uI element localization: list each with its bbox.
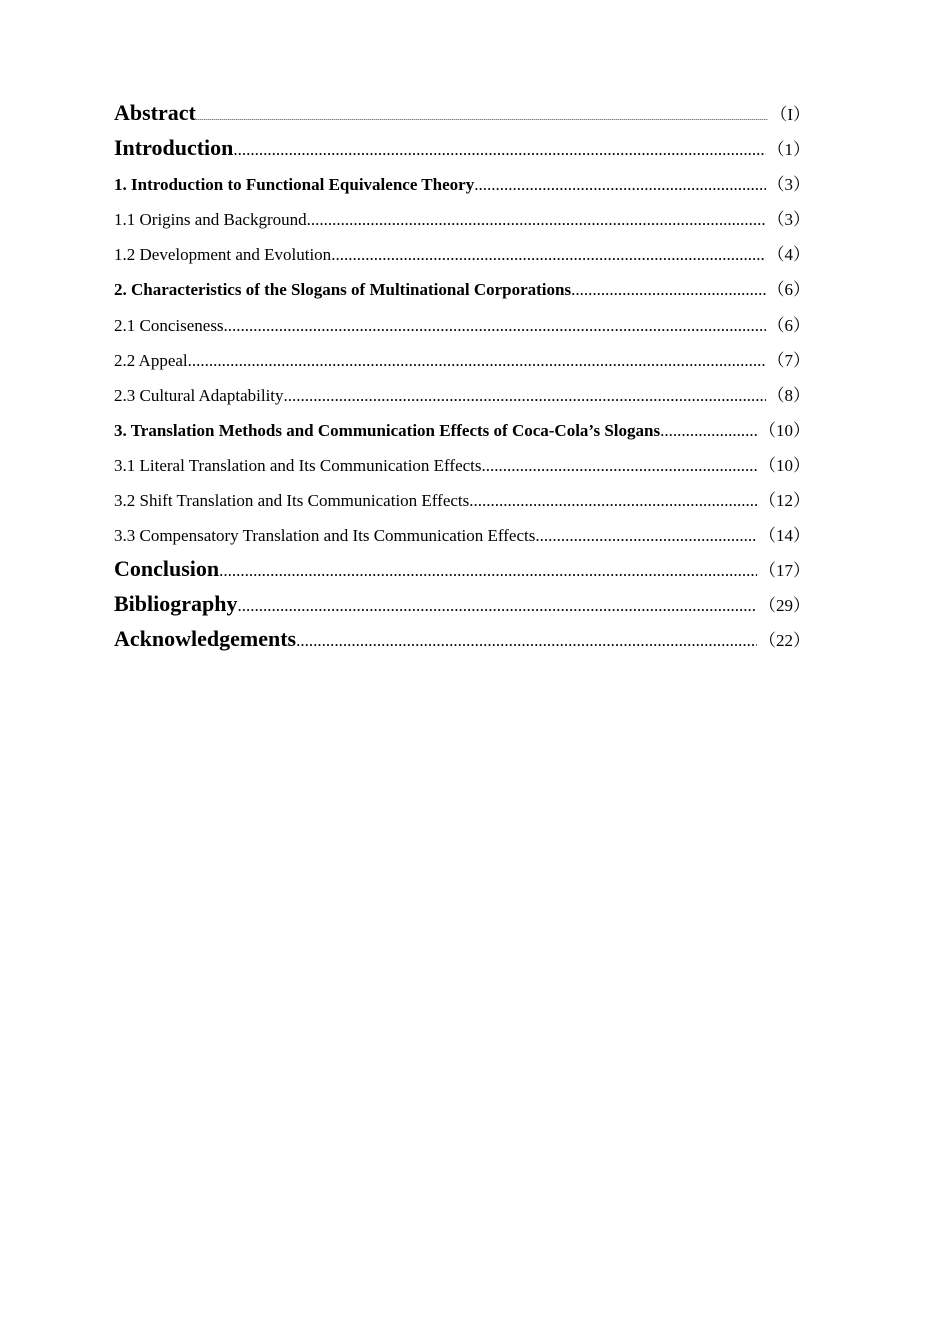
toc-leader-dots — [196, 113, 768, 122]
toc-entry-title: Abstract — [114, 100, 196, 125]
table-of-contents — [114, 100, 810, 662]
toc-leader-dots — [482, 456, 758, 476]
toc-entry-title: 3.1 Literal Translation and Its Communication Effects — [114, 455, 482, 475]
toc-entry-bibliography[interactable] — [114, 591, 810, 626]
toc-entry-section-3-2[interactable] — [114, 486, 810, 521]
toc-entry-page: （14） — [759, 526, 810, 546]
toc-entry-chapter-1[interactable] — [114, 170, 810, 205]
toc-entry-title: 2.1 Conciseness — [114, 315, 224, 335]
toc-leader-dots — [660, 421, 757, 441]
toc-leader-dots — [188, 351, 766, 371]
toc-entry-introduction[interactable] — [114, 135, 810, 170]
toc-leader-dots — [571, 280, 765, 300]
toc-entry-page: （8） — [767, 385, 810, 405]
toc-entry-page: （7） — [767, 350, 810, 370]
toc-entry-section-2-2[interactable] — [114, 346, 810, 381]
toc-entry-section-2-3[interactable] — [114, 381, 810, 416]
toc-entry-section-2-1[interactable] — [114, 311, 810, 346]
toc-entry-section-3-1[interactable] — [114, 451, 810, 486]
toc-entry-page: （10） — [759, 420, 810, 440]
toc-entry-title: 2.3 Cultural Adaptability — [114, 385, 284, 405]
toc-entry-title: 3.2 Shift Translation and Its Communication Effects — [114, 491, 470, 511]
toc-entry-page: （29） — [759, 596, 810, 616]
toc-entry-title: 1.1 Origins and Background — [114, 210, 307, 230]
toc-entry-page: （10） — [759, 455, 810, 475]
toc-leader-dots — [474, 175, 765, 195]
toc-leader-dots — [331, 245, 765, 265]
toc-leader-dots — [535, 526, 757, 546]
toc-entry-page: （I） — [770, 105, 810, 124]
toc-leader-dots — [219, 561, 757, 581]
toc-entry-page: （4） — [767, 245, 810, 265]
toc-entry-page: （12） — [759, 491, 810, 511]
toc-leader-dots — [307, 210, 766, 230]
toc-leader-dots — [237, 596, 757, 616]
toc-entry-abstract[interactable] — [114, 100, 810, 135]
toc-entry-title: 2. Characteristics of the Slogans of Multinational Corporations — [114, 280, 572, 300]
toc-entry-title: Bibliography — [114, 591, 238, 617]
toc-entry-title: 2.2 Appeal — [114, 350, 188, 370]
toc-entry-page: （6） — [767, 315, 810, 335]
toc-entry-page: （17） — [759, 561, 810, 581]
toc-leader-dots — [296, 631, 757, 651]
toc-entry-page: （3） — [767, 210, 810, 230]
toc-entry-title: Conclusion — [114, 556, 220, 582]
toc-entry-section-3-3[interactable] — [114, 521, 810, 556]
toc-entry-title: 3. Translation Methods and Communication Effects of Coca-Cola’s Slogans — [114, 420, 661, 440]
toc-entry-title: 3.3 Compensatory Translation and Its Communication Effects — [114, 526, 536, 546]
toc-entry-chapter-3[interactable] — [114, 416, 810, 451]
toc-leader-dots — [469, 491, 757, 511]
toc-entry-page: （6） — [767, 280, 810, 300]
toc-entry-section-1-2[interactable] — [114, 240, 810, 275]
toc-leader-dots — [224, 316, 766, 336]
toc-leader-dots — [233, 140, 765, 160]
toc-entry-title: Acknowledgements — [114, 626, 297, 652]
toc-entry-title: Introduction — [114, 135, 234, 161]
toc-entry-section-1-1[interactable] — [114, 205, 810, 240]
toc-entry-page: （1） — [767, 140, 810, 160]
toc-leader-dots — [284, 386, 766, 406]
toc-entry-page: （3） — [767, 175, 810, 195]
toc-entry-chapter-2[interactable] — [114, 275, 810, 310]
toc-entry-title: 1.2 Development and Evolution — [114, 245, 332, 265]
toc-entry-title: 1. Introduction to Functional Equivalence Theory — [114, 175, 475, 195]
toc-entry-conclusion[interactable] — [114, 556, 810, 591]
toc-entry-page: （22） — [759, 631, 810, 651]
toc-entry-acknowledgements[interactable] — [114, 626, 810, 661]
